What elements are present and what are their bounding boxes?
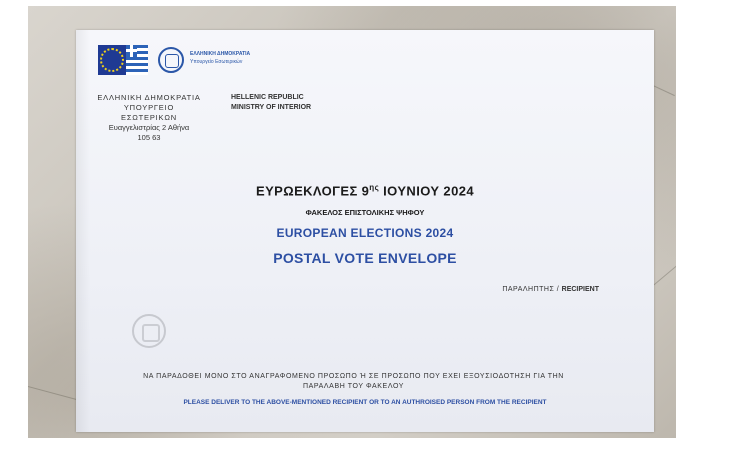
title-greek	[76, 183, 654, 198]
sender-greek-line: ΕΣΩΤΕΡΙΚΩΝ	[121, 113, 177, 122]
title-english: EUROPEAN ELECTIONS 2024	[276, 226, 454, 240]
title-greek-ordinal: ης	[369, 183, 380, 192]
envelope-photo	[28, 6, 676, 438]
header-republic: ΕΛΛΗΝΙΚΗ ΔΗΜΟΚΡΑΤΙΑ	[190, 51, 251, 57]
sender-address-english	[231, 93, 311, 113]
sender-greek-street: Ευαγγελιστρίας 2 Αθήνα	[108, 123, 190, 132]
sender-greek-line: ΥΠΟΥΡΓΕΙΟ	[123, 103, 175, 112]
subtitle-english: POSTAL VOTE ENVELOPE	[273, 250, 457, 266]
recipient-label	[502, 286, 599, 293]
title-greek-suffix: ΙΟΥΝΙΟΥ 2024	[379, 183, 474, 199]
sender-greek-postcode: 105 63	[137, 133, 161, 142]
eu-stars-icon	[100, 48, 124, 72]
coat-of-arms-icon	[158, 47, 184, 73]
postal-envelope	[76, 30, 654, 432]
greek-flag-icon	[126, 45, 148, 75]
sender-english-line: HELLENIC REPUBLIC	[231, 94, 304, 101]
recipient-english: RECIPIENT	[561, 286, 599, 293]
delivery-notice-english: PLEASE DELIVER TO THE ABOVE-MENTIONED RECIPIENT OR TO AN AUTHROISED PERSON FROM THE RECIPIENT	[183, 399, 547, 406]
header-ministry: Υπουργείο Εσωτερικών	[190, 59, 243, 65]
eu-flag-icon	[98, 45, 126, 75]
title-greek-prefix: ΕΥΡΩΕΚΛΟΓΕΣ 9	[256, 183, 370, 199]
recipient-greek: ΠΑΡΑΛΗΠΤΗΣ /	[502, 286, 562, 293]
sender-greek-line: ΕΛΛΗΝΙΚΗ ΔΗΜΟΚΡΑΤΙΑ	[97, 93, 201, 102]
sender-english-line: MINISTRY OF INTERIOR	[231, 104, 312, 111]
delivery-notice-greek: ΝΑ ΠΑΡΑΔΟΘΕΙ ΜΟΝΟ ΣΤΟ ΑΝΑΓΡΑΦΟΜΕΝΟ ΠΡΟΣΩΠΟ Ή ΣΕ ΠΡΟΣΩΠΟ ΠΟΥ ΕΧΕΙ ΕΞΟΥΣΙΟΔΟΤΗΣΗ ΓΙΑ ΤΗΝ ΠΑΡΑΛΑΒΗ ΤΟΥ ΦΑΚΕΛΟΥ	[143, 373, 564, 390]
sender-address-greek	[94, 93, 204, 143]
header-ministry-label	[190, 50, 250, 66]
subtitle-greek: ΦΑΚΕΛΟΣ ΕΠΙΣΤΟΛΙΚΗΣ ΨΗΦΟΥ	[305, 208, 425, 217]
watermark-emblem-icon	[132, 314, 166, 348]
shield-icon	[165, 54, 179, 68]
greek-cross-icon	[126, 45, 137, 57]
